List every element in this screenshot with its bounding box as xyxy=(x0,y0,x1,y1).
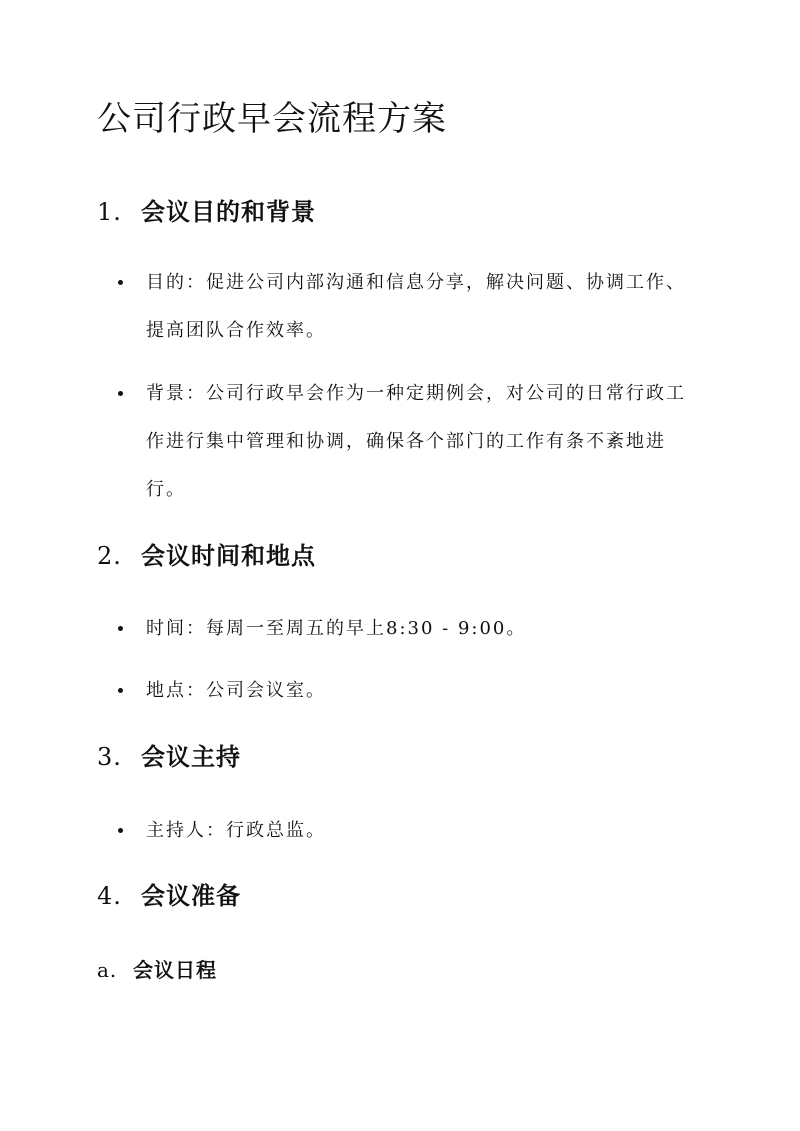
list-item-text: 目的：促进公司内部沟通和信息分享，解决问题、协调工作、提高团队合作效率。 xyxy=(146,272,686,341)
list-item-text: 主持人：行政总监。 xyxy=(146,820,326,841)
section-number: 2. xyxy=(97,542,122,570)
section-title: 会议目的和背景 xyxy=(141,197,316,226)
section-heading-purpose xyxy=(97,196,316,228)
list-item-purpose xyxy=(118,259,688,355)
list-item-host xyxy=(118,807,688,855)
list-item-text: 时间：每周一至周五的早上8:30 - 9:00。 xyxy=(146,618,527,639)
section-title: 会议准备 xyxy=(141,881,241,910)
subsection-number: a. xyxy=(97,958,118,982)
section-title: 会议主持 xyxy=(141,742,241,771)
section-title: 会议时间和地点 xyxy=(141,541,316,570)
section-number: 4. xyxy=(97,882,122,910)
list-item-background xyxy=(118,370,688,514)
bullet-dot xyxy=(118,828,123,833)
subsection-title: 会议日程 xyxy=(133,958,217,982)
page-title: 公司行政早会流程方案 xyxy=(97,99,447,139)
bullet-dot xyxy=(118,280,123,285)
bullet-dot xyxy=(118,391,123,396)
section-number: 1. xyxy=(97,198,122,226)
section-heading-host xyxy=(97,741,241,773)
bullet-dot xyxy=(118,626,123,631)
list-item-time xyxy=(118,605,688,653)
section-heading-time-place xyxy=(97,540,316,572)
section-heading-preparation xyxy=(97,880,241,912)
list-item-text: 背景：公司行政早会作为一种定期例会，对公司的日常行政工作进行集中管理和协调，确保各个部门的工作有条不紊地进行。 xyxy=(146,383,686,500)
section-number: 3. xyxy=(97,743,122,771)
subsection-heading-agenda xyxy=(97,955,217,985)
list-item-text: 地点：公司会议室。 xyxy=(146,680,326,701)
bullet-dot xyxy=(118,688,123,693)
list-item-place xyxy=(118,667,688,715)
